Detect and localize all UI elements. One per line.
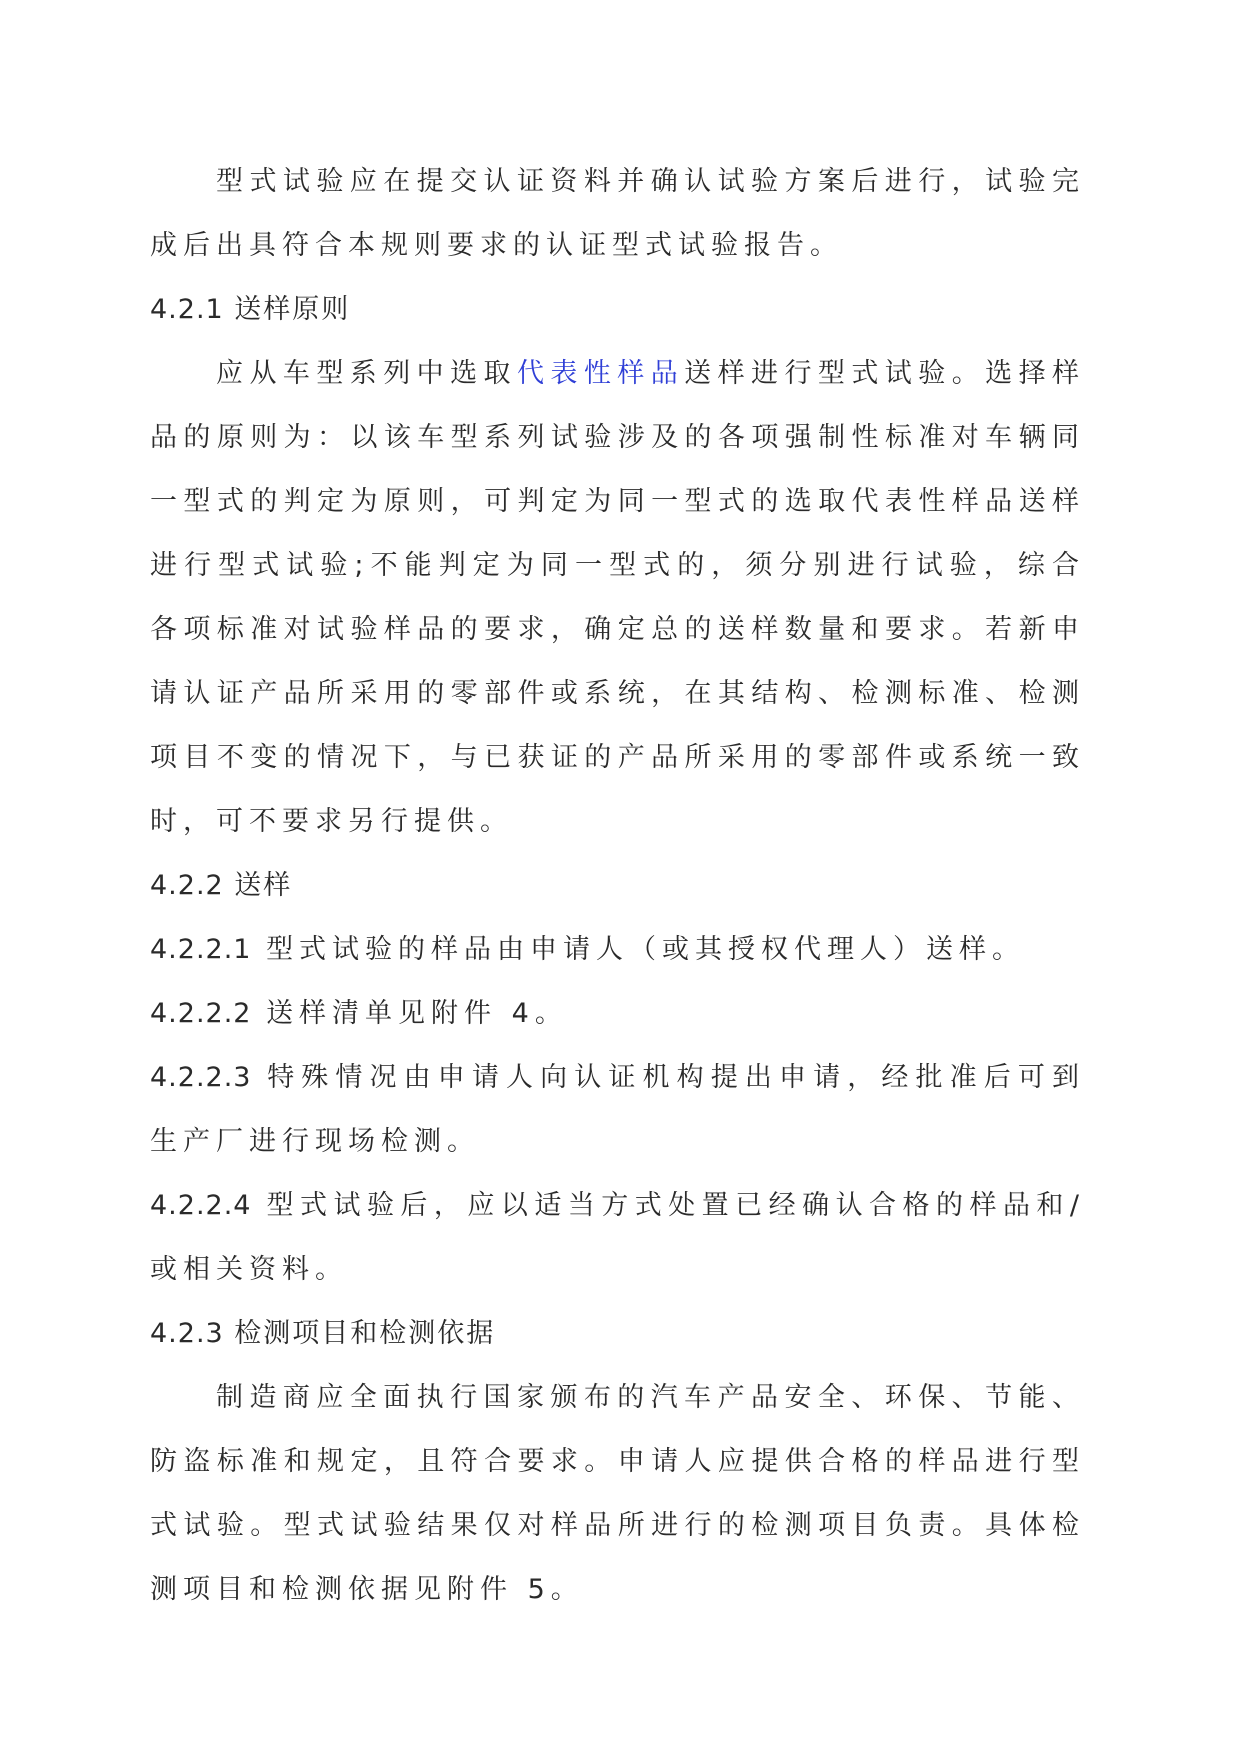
section-title: 送样原则 — [234, 294, 351, 325]
section-4-2-3-heading — [150, 1302, 1085, 1366]
representative-sample-link[interactable]: 代表性样品 — [516, 358, 685, 389]
clause-number: 4.2.2.4 — [150, 1190, 252, 1221]
section-number: 4.2.2 — [150, 870, 224, 901]
section-title: 检测项目和检测依据 — [234, 1318, 496, 1349]
section-number: 4.2.1 — [150, 294, 224, 325]
section-number: 4.2.3 — [150, 1318, 224, 1349]
clause-4-2-2-2 — [150, 982, 1085, 1046]
clause-4-2-2-1 — [150, 918, 1085, 982]
clause-4-2-2-4 — [150, 1174, 1085, 1302]
clause-4-2-2-3 — [150, 1046, 1085, 1174]
paragraph-text: 送样进行型式试验。选择样品的原则为：以该车型系列试验涉及的各项强制性标准对车辆同一型式的判定为原则，可判定为同一型式的选取代表性样品送样进行型式试验;不能判定为同一型式的，须分别进行试验，综合各项标准对试验样品的要求，确定总的送样数量和要求。若新申请认证产品所采用的零部件或系统，在其结构、检测标准、检测项目不变的情况下，与已获证的产品所采用的零部件或系统一致时，可不要求另行提供。 — [150, 358, 1086, 837]
test-items-paragraph: 制造商应全面执行国家颁布的汽车产品安全、环保、节能、防盗标准和规定，且符合要求。申请人应提供合格的样品进行型式试验。型式试验结果仅对样品所进行的检测项目负责。具体检测项目和检测依据见附件 5。 — [150, 1382, 1085, 1605]
sampling-principle-paragraph — [150, 342, 1085, 854]
section-title: 送样 — [234, 870, 293, 901]
intro-paragraph: 型式试验应在提交认证资料并确认试验方案后进行，试验完成后出具符合本规则要求的认证型式试验报告。 — [150, 166, 1085, 261]
clause-number: 4.2.2.3 — [150, 1062, 252, 1093]
section-4-2-1-heading — [150, 278, 1085, 342]
paragraph-text: 应从车型系列中选取 — [216, 358, 517, 389]
clause-number: 4.2.2.2 — [150, 998, 252, 1029]
clause-text: 型式试验后，应以适当方式处置已经确认合格的样品和/或相关资料。 — [150, 1190, 1085, 1285]
clause-text: 型式试验的样品由申请人（或其授权代理人）送样。 — [266, 934, 1026, 965]
clause-text: 特殊情况由申请人向认证机构提出申请，经批准后可到生产厂进行现场检测。 — [150, 1062, 1086, 1157]
clause-text: 送样清单见附件 4。 — [266, 998, 568, 1029]
section-4-2-2-heading — [150, 854, 1085, 918]
clause-number: 4.2.2.1 — [150, 934, 252, 965]
document-body — [150, 150, 1085, 1622]
